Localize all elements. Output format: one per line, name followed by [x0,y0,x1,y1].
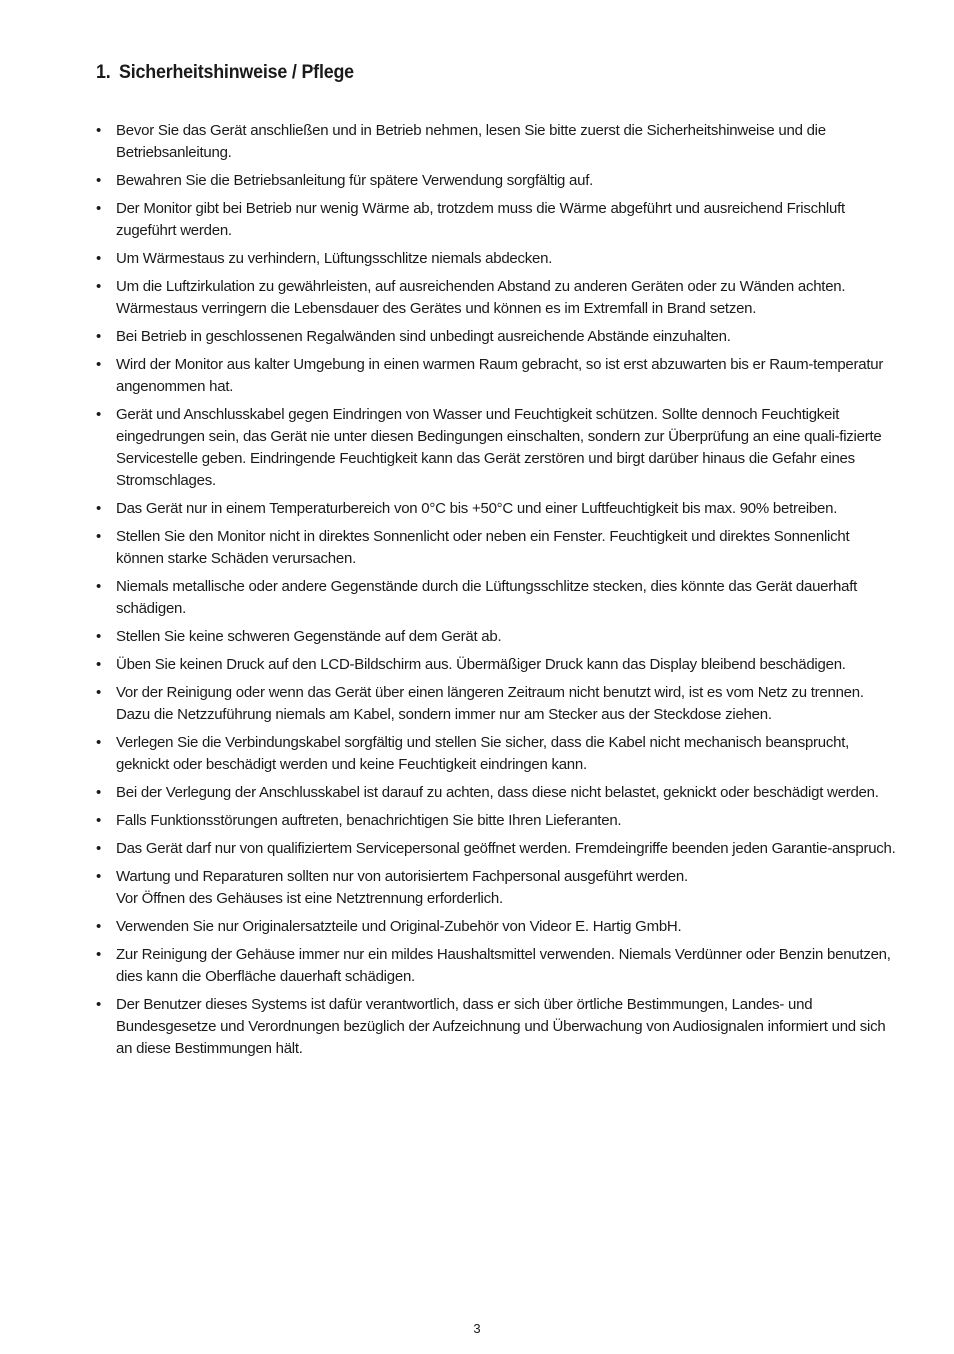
section-heading [96,62,354,84]
bullet-icon: • [96,628,102,645]
list-item-text: Der Benutzer dieses Systems ist dafür verantwortlich, dass er sich über örtliche Bestimmungen, Landes- und Bundesgesetze und Verordnungen bezüglich der Aufzeichnung und Überwachung von Audiosignalen informiert und sich an diese Bestimmungen hält. [116,996,886,1057]
list-item [96,170,896,192]
bullet-icon: • [96,356,102,373]
list-item [96,404,896,492]
list-item-text: Stellen Sie keine schweren Gegenstände auf dem Gerät ab. [116,628,502,645]
list-item [96,526,896,570]
list-item-text: Vor der Reinigung oder wenn das Gerät über einen längeren Zeitraum nicht benutzt wird, ist es vom Netz zu trennen. Dazu die Netzzuführung niemals am Kabel, sondern immer nur am Stecker aus der Steckdose ziehen. [116,684,864,723]
list-item [96,810,896,832]
bullet-icon: • [96,868,102,885]
bullet-icon: • [96,172,102,189]
list-item [96,326,896,348]
list-item-text: Wartung und Reparaturen sollten nur von autorisiertem Fachpersonal ausgeführt werden. Vor Öffnen des Gehäuses ist eine Netztrennung erforderlich. [116,868,688,907]
list-item-text: Üben Sie keinen Druck auf den LCD-Bildschirm aus. Übermäßiger Druck kann das Display bleibend beschädigen. [116,656,846,673]
list-item [96,838,896,860]
list-item-text: Bei der Verlegung der Anschlusskabel ist darauf zu achten, dass diese nicht belastet, geknickt oder beschädigt werden. [116,784,879,801]
list-item-text: Falls Funktionsstörungen auftreten, benachrichtigen Sie bitte Ihren Lieferanten. [116,812,622,829]
list-item [96,626,896,648]
list-item [96,782,896,804]
list-item-text: Um Wärmestaus zu verhindern, Lüftungsschlitze niemals abdecken. [116,250,553,267]
bullet-icon: • [96,278,102,295]
safety-instructions-list [96,120,896,1066]
list-item-text: Um die Luftzirkulation zu gewährleisten, auf ausreichenden Abstand zu anderen Geräten oder zu Wänden achten. Wärmestaus verringern die Lebensdauer des Gerätes und können es im Extremfall in Brand setzen. [116,278,846,317]
list-item-text: Stellen Sie den Monitor nicht in direktes Sonnenlicht oder neben ein Fenster. Feuchtigkeit und direktes Sonnenlicht können starke Schäden verursachen. [116,528,850,567]
list-item-text: Niemals metallische oder andere Gegenstände durch die Lüftungsschlitze stecken, dies könnte das Gerät dauerhaft schädigen. [116,578,858,617]
list-item-text: Das Gerät nur in einem Temperaturbereich von 0°C bis +50°C und einer Luftfeuchtigkeit bis max. 90% betreiben. [116,500,838,517]
list-item-text: Verwenden Sie nur Originalersatzteile und Original-Zubehör von Videor E. Hartig GmbH. [116,918,682,935]
section-number: 1. [96,62,111,83]
section-title: Sicherheitshinweise / Pflege [118,62,354,83]
list-item-text: Zur Reinigung der Gehäuse immer nur ein mildes Haushaltsmittel verwenden. Niemals Verdünner oder Benzin benutzen, dies kann die Oberfläche dauerhaft schädigen. [116,946,891,985]
bullet-icon: • [96,656,102,673]
list-item [96,682,896,726]
list-item [96,354,896,398]
bullet-icon: • [96,406,102,423]
list-item [96,120,896,164]
bullet-icon: • [96,996,102,1013]
bullet-icon: • [96,734,102,751]
bullet-icon: • [96,946,102,963]
bullet-icon: • [96,784,102,801]
bullet-icon: • [96,122,102,139]
bullet-icon: • [96,812,102,829]
list-item-text: Bevor Sie das Gerät anschließen und in Betrieb nehmen, lesen Sie bitte zuerst die Sicherheitshinweise und die Betriebsanleitung. [116,122,826,161]
list-item [96,248,896,270]
bullet-icon: • [96,918,102,935]
list-item-text: Verlegen Sie die Verbindungskabel sorgfältig und stellen Sie sicher, dass die Kabel nicht mechanisch beansprucht, geknickt oder beschädigt werden und keine Feuchtigkeit eindringen kann. [116,734,850,773]
bullet-icon: • [96,500,102,517]
list-item [96,732,896,776]
list-item-text: Bewahren Sie die Betriebsanleitung für spätere Verwendung sorgfältig auf. [116,172,594,189]
page-number: 3 [473,1321,481,1336]
list-item [96,994,896,1060]
bullet-icon: • [96,684,102,701]
bullet-icon: • [96,250,102,267]
list-item [96,916,896,938]
bullet-icon: • [96,578,102,595]
list-item-text: Das Gerät darf nur von qualifiziertem Servicepersonal geöffnet werden. Fremdeingriffe beenden jeden Garantie-anspruch. [116,840,896,857]
list-item [96,498,896,520]
list-item-text: Gerät und Anschlusskabel gegen Eindringen von Wasser und Feuchtigkeit schützen. Sollte dennoch Feuchtigkeit eingedrungen sein, das Gerät nie unter diesen Bedingungen einschalten, sondern zur Überprüfung an eine quali-fizierte Servicestelle geben. Eindringende Feuchtigkeit kann das Gerät zerstören und birgt darüber hinaus die Gefahr eines Stromschlages. [116,406,882,489]
list-item-text: Der Monitor gibt bei Betrieb nur wenig Wärme ab, trotzdem muss die Wärme abgeführt und ausreichend Frischluft zugeführt werden. [116,200,845,239]
bullet-icon: • [96,840,102,857]
bullet-icon: • [96,200,102,217]
list-item [96,944,896,988]
list-item-text: Bei Betrieb in geschlossenen Regalwänden sind unbedingt ausreichende Abstände einzuhalten. [116,328,731,345]
list-item-text: Wird der Monitor aus kalter Umgebung in einen warmen Raum gebracht, so ist erst abzuwarten bis er Raum-temperatur angenommen hat. [116,356,884,395]
bullet-icon: • [96,328,102,345]
list-item [96,576,896,620]
bullet-icon: • [96,528,102,545]
list-item [96,654,896,676]
list-item [96,198,896,242]
list-item [96,866,896,910]
list-item [96,276,896,320]
